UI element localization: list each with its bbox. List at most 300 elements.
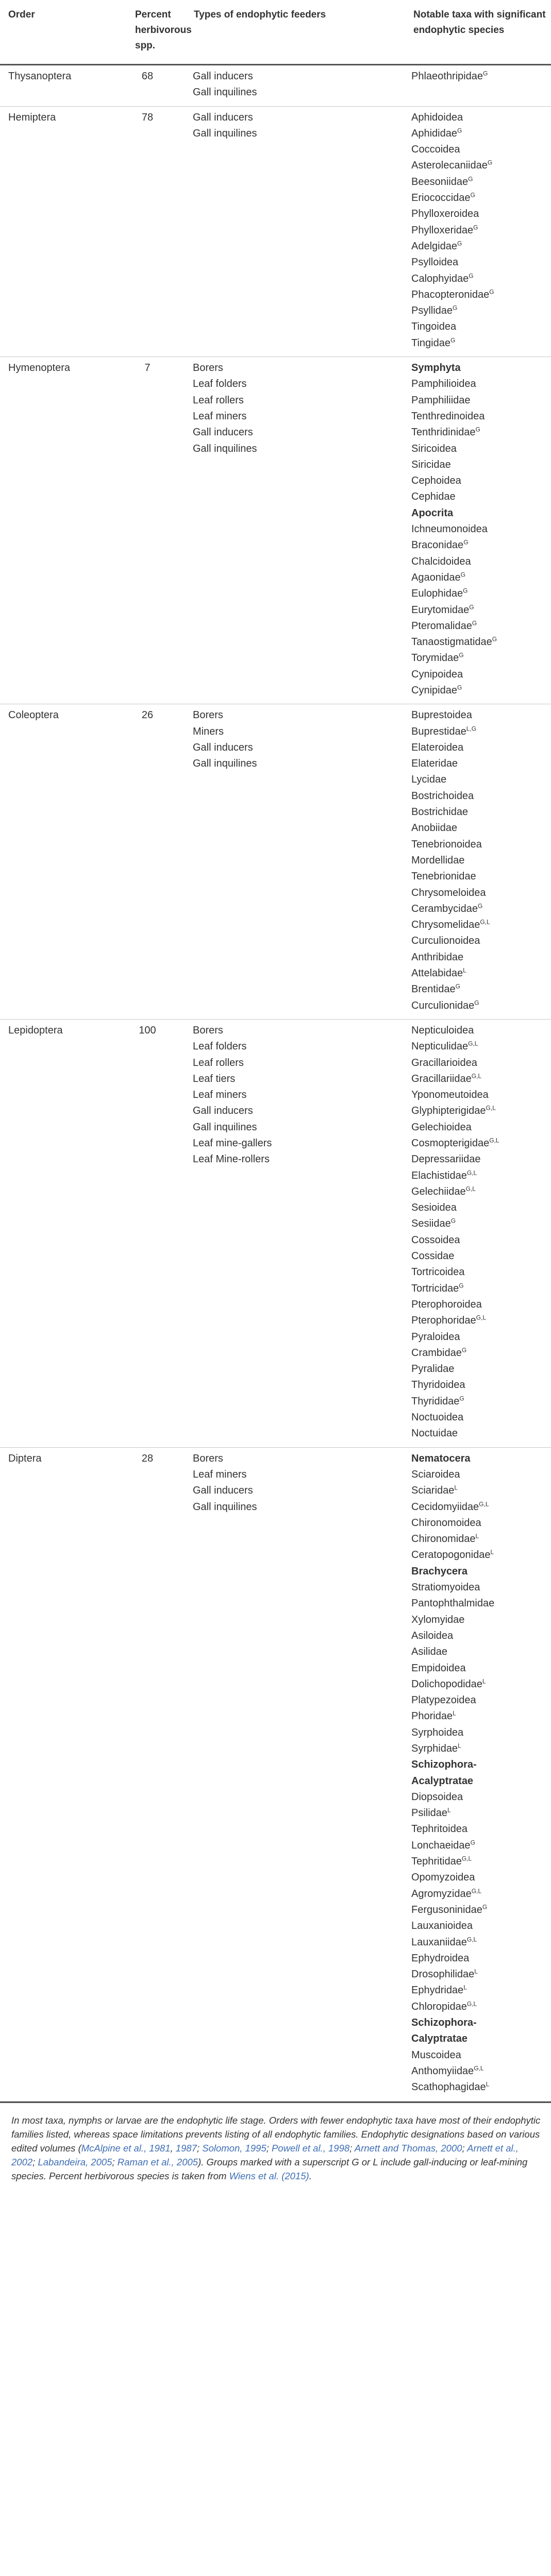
taxon-name: Tingoidea (411, 321, 457, 333)
taxon-entry (411, 634, 548, 650)
taxon-name: Brentidae (411, 984, 456, 995)
taxon-entry (411, 1426, 548, 1442)
taxon-entry (411, 126, 548, 142)
taxon-name: Siricidae (411, 459, 451, 470)
taxon-name: Brachycera (411, 1565, 467, 1577)
taxon-designation: L (474, 1968, 478, 1975)
taxon-entry (411, 1232, 548, 1248)
taxon-name: Chironomoidea (411, 1517, 481, 1529)
feeder-type: Borers (193, 1452, 223, 1464)
citation-link[interactable]: Powell et al., 1998 (271, 2142, 350, 2154)
endophytic-taxa-table (0, 7, 551, 2102)
taxon-name: Chironomidae (411, 1533, 476, 1545)
taxon-name: Cynipidae (411, 684, 457, 696)
citation-link[interactable]: Wiens et al. (2015) (229, 2170, 309, 2181)
taxon-name: Lycidae (411, 774, 447, 786)
taxon-entry (411, 788, 548, 804)
taxon-entry (411, 335, 548, 351)
taxon-designation: G,L (471, 1887, 482, 1894)
feeder-type: Gall inducers (193, 1485, 253, 1497)
taxon-designation: L (475, 1532, 479, 1540)
taxon-entry (411, 1483, 548, 1499)
taxon-designation: L,G (466, 724, 477, 732)
taxon-designation: G (457, 240, 462, 247)
header-order: Order (0, 7, 129, 65)
feeder-type: Gall inquilines (193, 1121, 257, 1133)
types-cell (186, 704, 405, 1020)
taxon-entry (411, 1055, 548, 1071)
taxon-designation: G (482, 1903, 488, 1911)
taxon-name: Empidoidea (411, 1662, 466, 1674)
taxon-entry (411, 158, 548, 174)
taxon-designation: G (475, 426, 480, 433)
taxon-entry (411, 1821, 548, 1837)
taxon-name: Sciaridae (411, 1485, 455, 1497)
taxon-name: Tephritidae (411, 1856, 462, 1868)
taxon-entry (411, 772, 548, 788)
taxon-designation: G (459, 1282, 464, 1290)
taxon-name: Tenthredinoidea (411, 410, 485, 422)
feeder-type: Gall inducers (193, 427, 253, 438)
taxon-name: Anthomyiidae (411, 2065, 474, 2077)
taxon-entry (411, 393, 548, 409)
taxon-name: Psilidae (411, 1807, 448, 1819)
taxon-name: Cynipoidea (411, 668, 463, 680)
order-cell: Coleoptera (0, 704, 129, 1020)
taxon-name: Drosophilidae (411, 1969, 475, 1980)
taxon-entry (411, 965, 548, 981)
citation-link[interactable]: Solomon, 1995 (202, 2142, 266, 2154)
taxon-designation: G (469, 272, 474, 279)
taxon-entry (411, 933, 548, 949)
taxon-name: Ephydridae (411, 1985, 464, 1996)
taxon-name: Chalcidoidea (411, 555, 471, 567)
taxon-entry (411, 554, 548, 570)
feeder-type: Leaf rollers (193, 1057, 244, 1069)
taxon-name: Cossoidea (411, 1234, 460, 1246)
header-types: Types of endophytic feeders (186, 7, 405, 65)
taxon-entry (411, 271, 548, 287)
taxon-entry (411, 1168, 548, 1184)
taxon-entry (411, 110, 548, 126)
taxon-name: Siricoidea (411, 443, 457, 454)
taxon-entry (411, 1580, 548, 1596)
taxon-entry (411, 1741, 548, 1757)
order-cell: Diptera (0, 1447, 129, 2101)
taxon-entry (411, 667, 548, 683)
taxon-name: Phylloxeroidea (411, 208, 479, 220)
table-row (0, 65, 551, 107)
taxon-entry (411, 1725, 548, 1741)
taxon-name: Pantophthalmidae (411, 1598, 495, 1609)
taxon-entry (411, 853, 548, 869)
taxon-entry (411, 206, 548, 222)
header-row (0, 7, 551, 65)
taxon-designation: G,L (471, 1072, 482, 1080)
taxon-name: Lonchaeidae (411, 1839, 471, 1851)
taxon-group-heading (411, 1757, 548, 1773)
order-cell: Hymenoptera (0, 357, 129, 704)
taxon-designation: G (463, 538, 469, 546)
taxon-name: Nematocera (411, 1452, 471, 1464)
taxon-entry (411, 1967, 548, 1982)
taxon-name: Ephydroidea (411, 1952, 470, 1964)
taxon-entry (411, 1377, 548, 1393)
taxa-cell (405, 704, 551, 1020)
taxon-designation: L (454, 1484, 458, 1492)
taxon-designation: G (477, 902, 483, 910)
table-row (0, 106, 551, 357)
taxon-entry (411, 1692, 548, 1708)
taxon-entry (411, 740, 548, 756)
percent-cell: 100 (129, 1019, 186, 1447)
table-row (0, 1447, 551, 2101)
taxon-entry (411, 1120, 548, 1136)
taxon-name: Tenthridinidae (411, 427, 476, 438)
taxon-name: Attelabidae (411, 968, 463, 979)
taxon-designation: G (470, 1839, 475, 1846)
order-cell: Thysanoptera (0, 65, 129, 107)
table-header (0, 7, 551, 65)
taxon-designation: G (460, 571, 465, 579)
taxon-entry (411, 1999, 548, 2015)
taxon-designation: G (453, 304, 458, 312)
taxon-entry (411, 142, 548, 158)
taxon-entry (411, 586, 548, 602)
taxon-name: Thyridoidea (411, 1379, 465, 1391)
taxon-entry (411, 1039, 548, 1055)
taxon-name: Elachistidae (411, 1170, 467, 1181)
taxon-entry (411, 303, 548, 319)
taxon-name: Yponomeutoidea (411, 1089, 489, 1101)
taxon-entry (411, 707, 548, 723)
taxon-entry (411, 1281, 548, 1297)
taxon-name: Fergusoninidae (411, 1904, 482, 1916)
taxon-designation: G,L (480, 918, 490, 926)
footnote-text: ; (266, 2142, 272, 2154)
taxon-entry (411, 724, 548, 740)
taxon-name: Chrysomelidae (411, 919, 480, 931)
taxon-entry (411, 1200, 548, 1216)
taxon-name: Cephidae (411, 491, 456, 503)
taxon-entry (411, 885, 548, 901)
taxon-entry (411, 602, 548, 618)
taxon-entry (411, 1628, 548, 1644)
taxon-name: Stratiomyoidea (411, 1582, 480, 1594)
feeder-type: Gall inquilines (193, 1501, 257, 1513)
taxon-entry (411, 1087, 548, 1103)
taxon-name: Bostrichoidea (411, 790, 474, 802)
taxon-name: Diopsoidea (411, 1791, 463, 1803)
citation-link[interactable]: Raman et al., 2005 (117, 2156, 198, 2167)
taxon-name: Mordellidae (411, 854, 465, 866)
types-cell (186, 1019, 405, 1447)
feeder-type: Gall inquilines (193, 443, 257, 454)
taxon-name: Thyrididae (411, 1395, 460, 1407)
citation-link[interactable]: McAlpine et al., 1981 (81, 2142, 171, 2154)
taxon-designation: G,L (465, 1185, 476, 1193)
taxon-entry (411, 1394, 548, 1410)
taxon-entry (411, 489, 548, 505)
footnote-text: ; (196, 2142, 203, 2154)
taxon-entry (411, 409, 548, 425)
taxon-name: Asiloidea (411, 1630, 454, 1641)
taxon-designation: G (455, 982, 460, 990)
taxon-entry (411, 1499, 548, 1515)
taxon-name: Buprestidae (411, 725, 466, 737)
taxon-name: Cosmopterigidae (411, 1138, 490, 1149)
percent-cell: 7 (129, 357, 186, 704)
taxon-name: Cossidae (411, 1250, 455, 1262)
feeder-type: Gall inducers (193, 1105, 253, 1117)
taxon-entry (411, 223, 548, 239)
feeder-type: Leaf Mine-rollers (193, 1154, 270, 1165)
taxon-entry (411, 1612, 548, 1628)
taxon-designation: G,L (466, 1168, 477, 1176)
taxon-entry (411, 69, 548, 84)
taxon-name: Tenebrionidae (411, 871, 476, 883)
citation-link[interactable]: Arnett et al., 2002 (11, 2142, 519, 2167)
table-row (0, 1019, 551, 1447)
footnote-text: ; (462, 2142, 467, 2154)
taxon-name: Pterophoridae (411, 1315, 476, 1327)
taxon-name: Pamphilioidea (411, 378, 476, 390)
taxon-name: Tortricidae (411, 1282, 459, 1294)
taxon-name: Tenebrionoidea (411, 838, 482, 850)
taxon-entry (411, 917, 548, 933)
taxon-entry (411, 287, 548, 303)
taxon-name: Phoridae (411, 1710, 453, 1722)
taxon-name: Asilidae (411, 1646, 448, 1658)
feeder-type: Gall inducers (193, 111, 253, 123)
taxon-name: Calyptratae (411, 2033, 467, 2045)
taxon-name: Muscoidea (411, 2049, 461, 2061)
taxon-name: Phacopteronidae (411, 289, 490, 300)
taxon-entry (411, 820, 548, 836)
footnote-text: ; (112, 2156, 118, 2167)
taxon-designation: G (459, 1395, 464, 1402)
taxon-name: Psylloidea (411, 257, 459, 268)
taxon-entry (411, 473, 548, 489)
taxon-name: Depressariidae (411, 1154, 481, 1165)
types-cell (186, 65, 405, 107)
taxon-name: Eulophidae (411, 588, 463, 600)
taxon-entry (411, 618, 548, 634)
taxon-entry (411, 1982, 548, 1998)
taxon-designation: G,L (486, 1104, 496, 1112)
taxon-group-heading (411, 2031, 548, 2047)
taxon-designation: G (469, 603, 474, 611)
percent-cell: 28 (129, 1447, 186, 2101)
taxon-name: Chloropidae (411, 2001, 467, 2012)
taxon-entry (411, 1886, 548, 1902)
taxon-entry (411, 1103, 548, 1119)
taxon-name: Chrysomeloidea (411, 887, 486, 899)
taxon-designation: L (453, 1709, 456, 1717)
taxon-entry (411, 950, 548, 965)
taxon-entry (411, 1515, 548, 1531)
taxon-designation: G (457, 127, 462, 134)
taxon-designation: G (461, 1346, 467, 1354)
types-cell (186, 106, 405, 357)
taxon-designation: G,L (479, 1500, 489, 1507)
taxon-entry (411, 1023, 548, 1039)
taxon-name: Psyllidae (411, 305, 453, 317)
taxon-entry (411, 1313, 548, 1329)
taxon-name: Anthribidae (411, 951, 464, 963)
taxon-name: Eriococcidae (411, 192, 471, 204)
taxon-designation: L (463, 967, 466, 974)
taxon-name: Aphididae (411, 127, 457, 139)
taxa-cell (405, 357, 551, 704)
taxon-name: Lauxaniidae (411, 1936, 467, 1948)
types-cell (186, 357, 405, 704)
taxon-group-heading (411, 1451, 548, 1467)
taxon-entry (411, 441, 548, 457)
citation-link[interactable]: Labandeira, 2005 (38, 2156, 112, 2167)
taxon-name: Tortricoidea (411, 1266, 465, 1278)
citation-link[interactable]: Arnett and Thomas, 2000 (354, 2142, 462, 2154)
taxon-group-heading (411, 2015, 548, 2031)
taxon-name: Ichneumonoidea (411, 523, 488, 535)
taxon-name: Gracillariidae (411, 1073, 472, 1084)
taxon-name: Lauxanioidea (411, 1920, 473, 1932)
taxon-name: Scathophagidae (411, 2081, 486, 2093)
taxon-name: Cerambycidae (411, 903, 478, 914)
taxa-cell (405, 1447, 551, 2101)
feeder-type: Gall inquilines (193, 758, 257, 770)
taxon-entry (411, 998, 548, 1014)
taxon-designation: G (450, 1217, 456, 1225)
feeder-type: Miners (193, 725, 224, 737)
taxon-entry (411, 1789, 548, 1805)
taxon-name: Gelechioidea (411, 1121, 472, 1133)
taxon-name: Nepticulidae (411, 1041, 469, 1053)
taxon-designation: G (492, 635, 497, 643)
taxon-designation: G (468, 175, 473, 183)
taxon-entry (411, 255, 548, 270)
taxon-designation: G (450, 336, 456, 344)
taxon-entry (411, 1870, 548, 1886)
feeder-type: Borers (193, 362, 223, 374)
taxon-entry (411, 1838, 548, 1854)
footnote-text: In most taxa, nymphs or larvae are the endophytic life stage. Orders with fewer endophytic taxa have most of their endophytic families listed, whereas space limitations prevents listing of all endophytic families. Endophytic designations based on various edited volumes ( (11, 2114, 541, 2154)
taxon-entry (411, 1467, 548, 1483)
taxon-entry (411, 1361, 548, 1377)
taxon-entry (411, 537, 548, 553)
citation-link[interactable]: 1987 (175, 2142, 197, 2154)
taxon-name: Syrphidae (411, 1742, 458, 1754)
table-footnote (0, 2102, 551, 2183)
taxon-name: Tingidae (411, 337, 450, 349)
taxon-entry (411, 425, 548, 440)
percent-cell: 78 (129, 106, 186, 357)
taxon-entry (411, 1136, 548, 1151)
feeder-type: Borers (193, 1024, 223, 1036)
taxon-name: Elateridae (411, 758, 458, 770)
taxon-entry (411, 1854, 548, 1870)
taxon-group-heading (411, 1773, 548, 1789)
taxon-designation: G (483, 70, 488, 77)
footnote-text: ; (32, 2156, 38, 2167)
taxa-cell (405, 65, 551, 107)
taxon-name: Coccoidea (411, 144, 460, 156)
taxon-entry (411, 1660, 548, 1676)
taxon-name: Opomyzoidea (411, 1872, 475, 1884)
taxon-entry (411, 570, 548, 586)
taxon-designation: G (472, 619, 477, 627)
taxon-entry (411, 1596, 548, 1612)
taxon-entry (411, 1644, 548, 1660)
percent-cell: 26 (129, 704, 186, 1020)
taxon-name: Pyraloidea (411, 1331, 460, 1343)
taxon-name: Noctuidae (411, 1428, 458, 1439)
taxon-group-heading (411, 505, 548, 521)
taxon-name: Pyralidae (411, 1363, 455, 1375)
taxon-entry (411, 2047, 548, 2063)
taxon-entry (411, 174, 548, 190)
taxon-designation: G (459, 651, 464, 659)
taxon-entry (411, 1676, 548, 1692)
taxon-entry (411, 1216, 548, 1232)
taxon-name: Schizophora- (411, 1759, 477, 1771)
taxon-entry (411, 683, 548, 699)
taxon-entry (411, 869, 548, 885)
taxon-name: Curculionoidea (411, 935, 480, 947)
taxon-entry (411, 837, 548, 853)
taxon-name: Syrphoidea (411, 1726, 464, 1738)
taxon-entry (411, 1935, 548, 1951)
taxon-entry (411, 1805, 548, 1821)
taxon-name: Noctuoidea (411, 1412, 464, 1423)
taxon-name: Agaonidae (411, 571, 461, 583)
taxon-name: Schizophora- (411, 2017, 477, 2029)
taxon-name: Agromyzidae (411, 1888, 472, 1900)
header-percent: Percent herbivorous spp. (129, 7, 186, 65)
taxon-designation: G (473, 224, 478, 231)
taxon-entry (411, 901, 548, 917)
footnote-text: , (170, 2142, 176, 2154)
taxon-entry (411, 1329, 548, 1345)
types-cell (186, 1447, 405, 2101)
taxon-name: Pteromalidae (411, 620, 472, 632)
taxon-name: Sesioidea (411, 1202, 457, 1214)
feeder-type: Leaf rollers (193, 394, 244, 406)
taxon-name: Braconidae (411, 539, 464, 551)
taxon-designation: L (463, 1984, 467, 1991)
taxon-name: Apocrita (411, 507, 454, 519)
taxon-name: Crambidae (411, 1347, 462, 1359)
taxon-name: Symphyta (411, 362, 461, 374)
taxon-entry (411, 521, 548, 537)
taxon-name: Anobiidae (411, 822, 457, 834)
taxon-name: Cephoidea (411, 475, 461, 487)
taxon-designation: G,L (468, 1040, 478, 1047)
taxon-designation: G,L (476, 1314, 486, 1321)
taxon-entry (411, 1151, 548, 1167)
taxon-entry (411, 1297, 548, 1313)
taxon-name: Eurytomidae (411, 604, 470, 616)
taxon-entry (411, 376, 548, 392)
taxon-entry (411, 650, 548, 666)
taxon-designation: L (447, 1806, 451, 1814)
taxon-name: Bostrichidae (411, 806, 469, 818)
taxon-designation: L (486, 2080, 490, 2088)
feeder-type: Leaf tiers (193, 1073, 236, 1084)
taxon-name: Tanaostigmatidae (411, 636, 492, 648)
feeder-type: Leaf miners (193, 410, 247, 422)
feeder-type: Gall inducers (193, 71, 253, 82)
